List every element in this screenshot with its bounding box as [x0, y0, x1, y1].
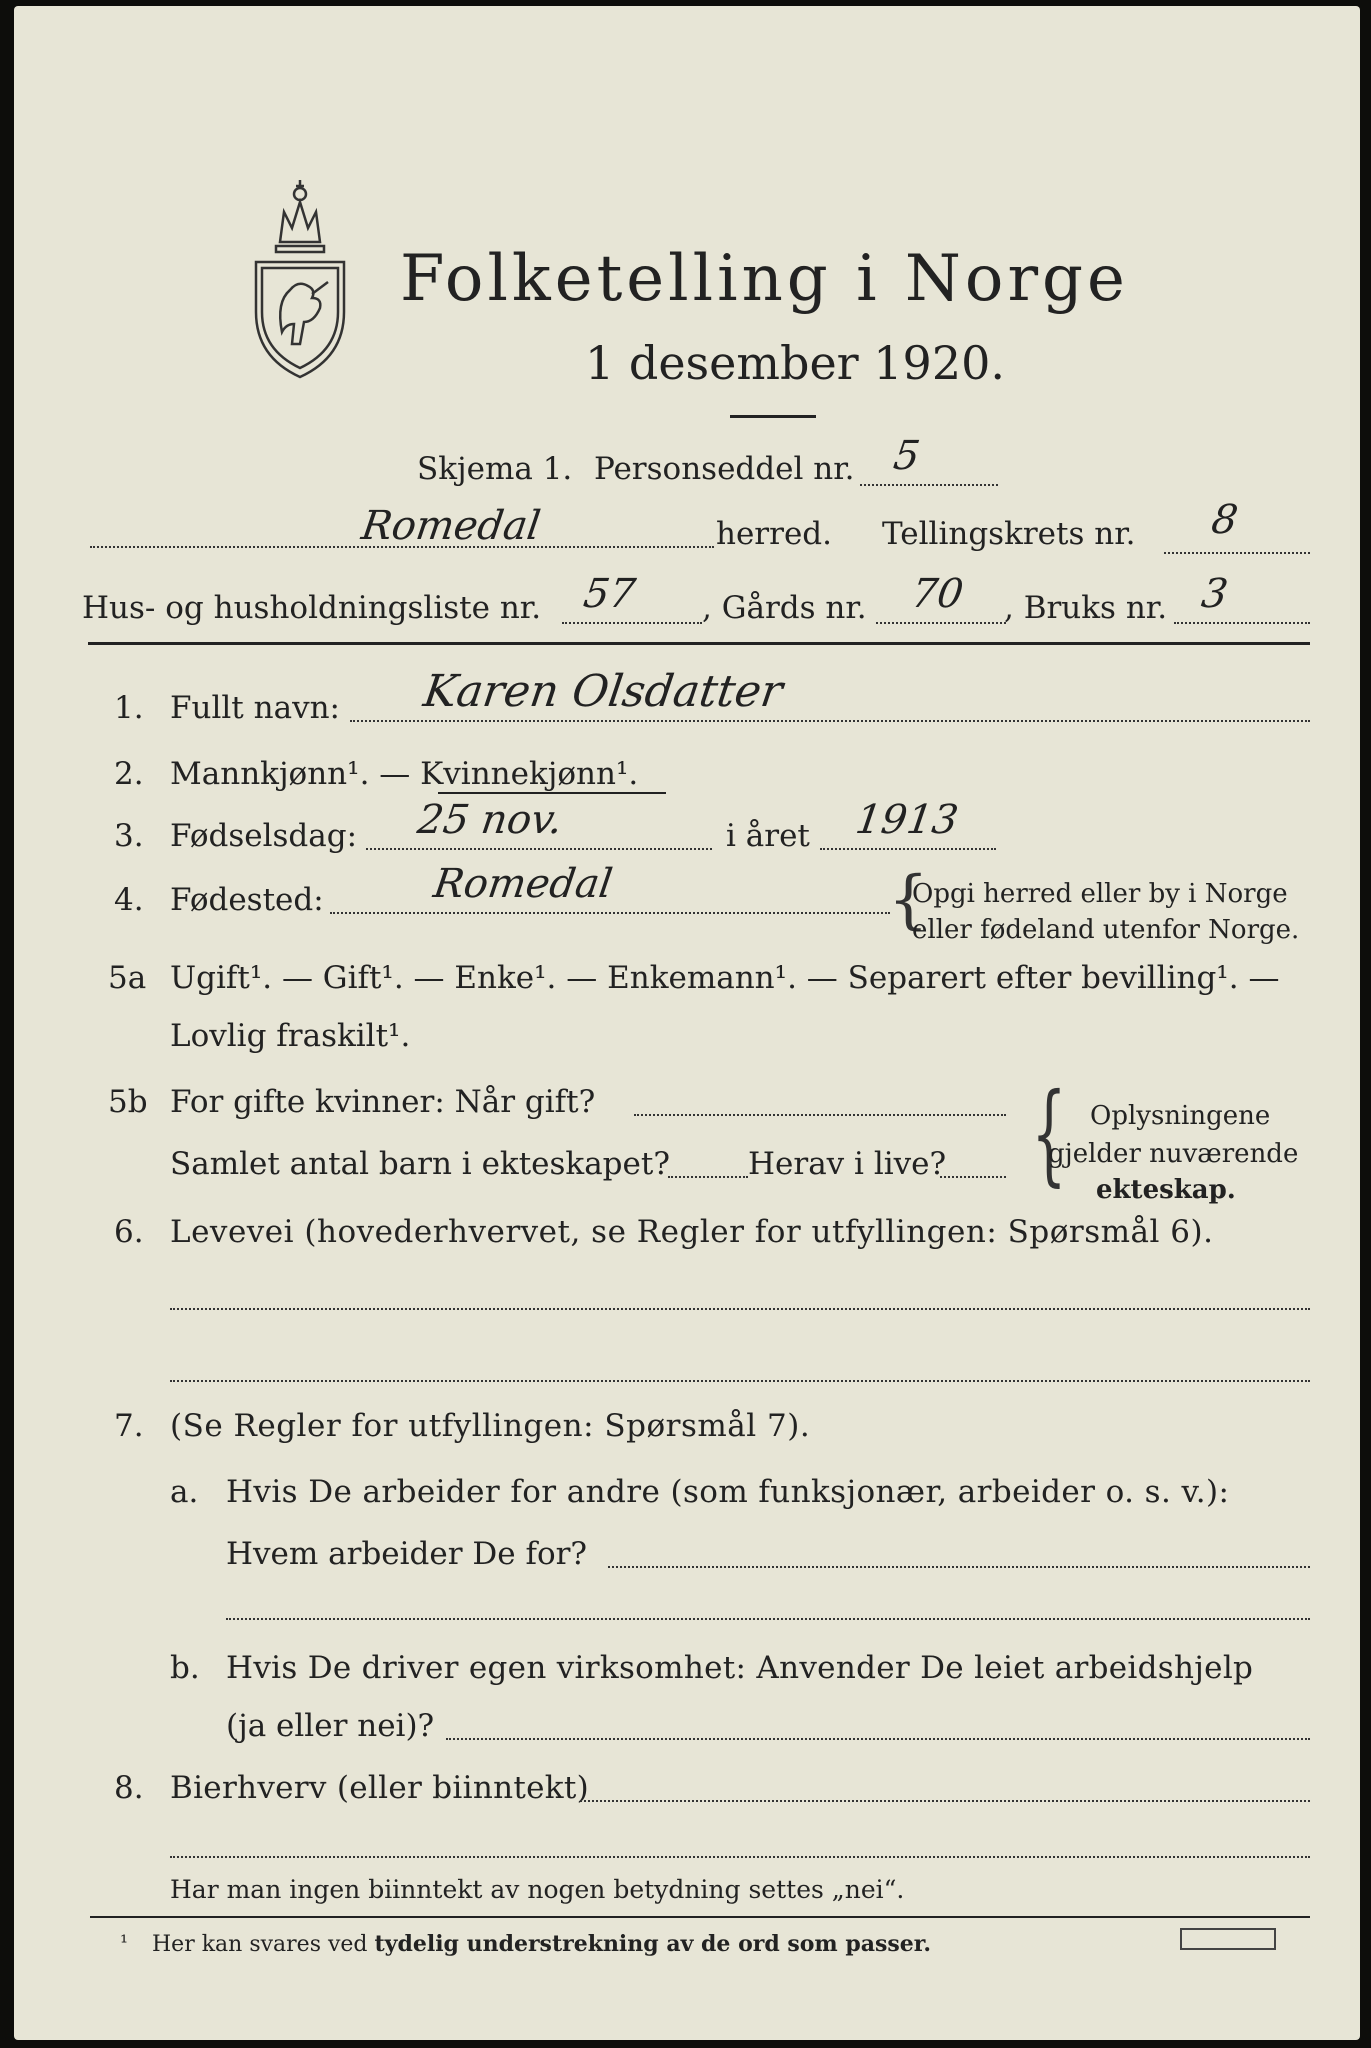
q4-label: Fødested:	[170, 882, 324, 918]
q7b-dotline	[446, 1738, 1310, 1740]
bruks-dotline	[1174, 622, 1310, 624]
q2-label: Mannkjønn¹. — Kvinnekjønn¹.	[170, 756, 639, 792]
q6-dotline-1	[170, 1308, 1310, 1310]
printer-stamp	[1180, 1928, 1276, 1950]
q5a-number: 5a	[108, 960, 147, 996]
census-form	[14, 6, 1360, 2040]
personseddel-dotline	[860, 484, 998, 486]
footnote-bold: tydelig understrekning av de ord som passer.	[374, 1931, 932, 1957]
q5b-label: For gifte kvinner: Når gift?	[170, 1084, 596, 1120]
header-rule	[88, 642, 1310, 645]
q7a-label-line2: Hvem arbeider De for?	[226, 1536, 588, 1572]
norway-coat-of-arms-icon	[242, 172, 358, 382]
hus-value: 57	[580, 571, 639, 617]
tellingskrets-label: Tellingskrets nr.	[882, 516, 1136, 552]
q4-note-line1: Opgi herred eller by i Norge	[912, 879, 1288, 909]
personseddel-value: 5	[890, 433, 923, 479]
q5a-label: Ugift¹. — Gift¹. — Enke¹. — Enkemann¹. — Separert efter bevilling¹. —	[170, 960, 1280, 996]
q8-number: 8.	[114, 1770, 144, 1806]
q3-dotline	[366, 848, 712, 850]
footnote-text	[152, 1926, 931, 1963]
census-date: 1 desember 1920.	[585, 336, 1005, 390]
q7b-label-line2: (ja eller nei)?	[226, 1708, 435, 1744]
q6-number: 6.	[114, 1214, 144, 1250]
q7a-dotline-1	[608, 1566, 1310, 1568]
tellingskrets-value: 8	[1208, 497, 1241, 543]
q8-dotline-2	[170, 1856, 1310, 1858]
q5b-note-line2: gjelder nuværende	[1048, 1139, 1299, 1169]
gards-label: , Gårds nr.	[702, 590, 867, 626]
herred-dotline	[90, 546, 714, 548]
q5b-children-dotline	[668, 1176, 748, 1178]
gards-dotline	[876, 622, 1006, 624]
q5b-note-line3: ekteskap.	[1096, 1175, 1236, 1205]
q8-label: Bierhverv (eller biinntekt)	[170, 1770, 590, 1806]
q1-label: Fullt navn:	[170, 690, 340, 726]
form-title: Folketelling i Norge	[400, 242, 1129, 316]
bruks-value: 3	[1198, 571, 1231, 617]
q3-year-value: 1913	[852, 797, 962, 843]
q5b-alive-dotline	[940, 1176, 1006, 1178]
q7-label: (Se Regler for utfyllingen: Spørsmål 7).	[170, 1408, 811, 1444]
herred-value: Romedal	[358, 503, 544, 549]
q5b-children-label: Samlet antal barn i ekteskapet?	[170, 1146, 670, 1182]
footer-note: Har man ingen biinntekt av nogen betydning settes „nei“.	[170, 1875, 905, 1904]
q7a-dotline-2	[226, 1618, 1310, 1620]
q3-number: 3.	[114, 818, 144, 854]
q2-number: 2.	[114, 756, 144, 792]
herred-label: herred.	[716, 516, 832, 552]
footnote-mark: ¹	[120, 1930, 129, 1954]
q4-brace: {	[888, 863, 929, 937]
q7b-number: b.	[170, 1650, 200, 1686]
q7a-label: Hvis De arbeider for andre (som funksjonær, arbeider o. s. v.):	[226, 1474, 1230, 1510]
q1-value: Karen Olsdatter	[420, 666, 786, 717]
q5b-alive-label: Herav i live?	[748, 1146, 947, 1182]
q3-year-dotline	[820, 848, 996, 850]
gards-value: 70	[908, 571, 967, 617]
q1-dotline	[350, 720, 1310, 722]
q5b-brace: {	[1031, 1069, 1067, 1197]
hus-dotline	[562, 622, 702, 624]
q5b-number: 5b	[108, 1084, 148, 1120]
q7-number: 7.	[114, 1408, 144, 1444]
q7b-label: Hvis De driver egen virksomhet: Anvender De leiet arbeidshjelp	[226, 1650, 1254, 1686]
skjema-label: Skjema 1.	[417, 451, 573, 487]
q3-label: Fødselsdag:	[170, 818, 358, 854]
q8-dotline-1	[580, 1800, 1310, 1802]
footer-rule	[90, 1916, 1310, 1918]
personseddel-label: Personseddel nr.	[594, 451, 855, 487]
q6-label: Levevei (hovederhvervet, se Regler for utfyllingen: Spørsmål 6).	[170, 1214, 1214, 1250]
bruks-label: , Bruks nr.	[1004, 590, 1168, 626]
q5b-note-line1: Oplysningene	[1090, 1101, 1271, 1131]
q5a-label-line2: Lovlig fraskilt¹.	[170, 1018, 411, 1054]
q6-dotline-2	[170, 1380, 1310, 1382]
q3-value: 25 nov.	[414, 797, 566, 843]
tellingskrets-dotline	[1164, 552, 1310, 554]
q2-underline	[438, 792, 666, 794]
q4-note-line2: eller fødeland utenfor Norge.	[912, 915, 1300, 945]
q4-dotline	[330, 912, 890, 914]
title-divider	[730, 415, 816, 418]
q3-year-label: i året	[726, 818, 810, 854]
q5b-married-dotline	[634, 1114, 1006, 1116]
q4-number: 4.	[114, 882, 144, 918]
hus-label: Hus- og husholdningsliste nr.	[82, 590, 542, 626]
footnote-pre: Her kan svares ved	[152, 1932, 368, 1957]
q7a-number: a.	[170, 1474, 199, 1510]
q1-number: 1.	[114, 690, 144, 726]
q4-value: Romedal	[430, 861, 616, 907]
